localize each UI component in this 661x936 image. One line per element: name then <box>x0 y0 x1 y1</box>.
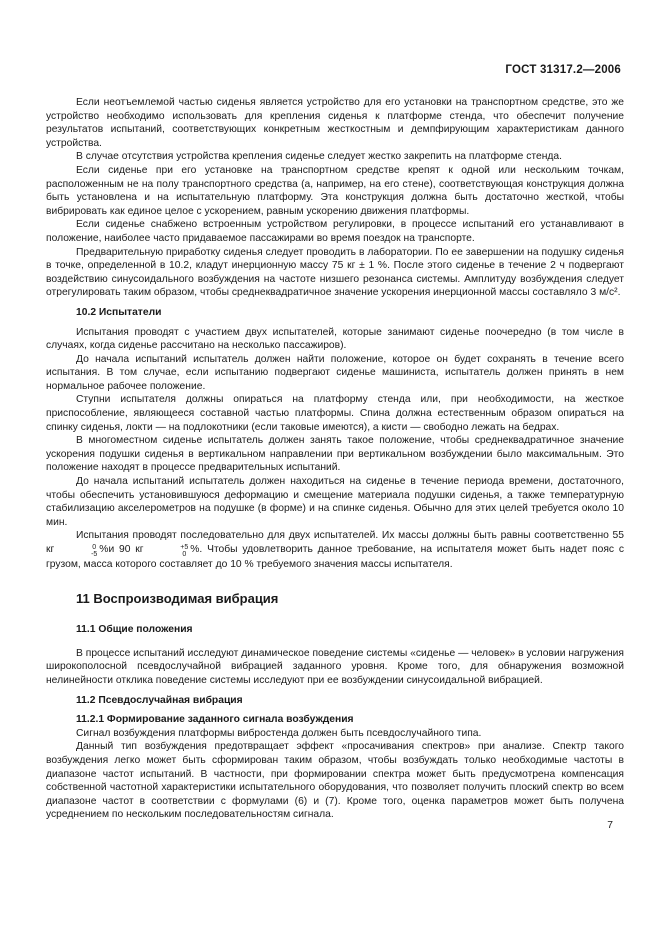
intro-paragraph-4: Если сиденье снабжено встроенным устройством регулировки, в процессе испытаний его устанавливают в положение, наиболее часто придаваемое пассажирами во время поездок на транспорте. <box>46 219 624 244</box>
testers-paragraph-5: До начала испытаний испытатель должен находиться на сиденье в течение периода времени, достаточного, чтобы обеспечить установившуюся деформацию и смещение материала подушки сиденья, а также температурную стабилизацию акселерометров на подушке (в форме) и на спинке сиденья. Обычно для этих целей требуется около 10 мин. <box>46 476 624 528</box>
excitation-signal-paragraph-1: Сигнал возбуждения платформы вибростенда должен быть псевдослучайного типа. <box>76 727 482 739</box>
document-code-header: ГОСТ 31317.2—2006 <box>505 64 621 76</box>
section-11-1-heading: 11.1 Общие положения <box>76 624 193 636</box>
mass-lead-text: Испытания проводят последовательно для двух испытателей. Их массы должны быть равны соответственно 55 кг <box>46 530 624 555</box>
tolerance-90kg-lower: 0 <box>182 551 187 558</box>
section-11-2-1-heading: 11.2.1 Формирование заданного сигнала возбуждения <box>76 714 354 726</box>
testers-paragraph-2: До начала испытаний испытатель должен найти положение, которое он будет сохранять в течение всего испытания. В том случае, если испытанию подвергают сиденье машиниста, испытатель должен принять в нем нормальное рабочее положение. <box>46 353 624 392</box>
intro-paragraph-1: Если неотъемлемой частью сиденья является устройство для его установки на транспортном средстве, это же устройство необходимо использовать для крепления сиденья к платформе стенда, что обеспечит получение результатов испытаний, соответствующих конкретным жесткостным и демпфирующим характеристикам данного устройства. <box>46 97 624 149</box>
tolerance-55kg <box>61 544 97 558</box>
mass-tail-text: %. Чтобы удовлетворить данное требование, на испытателя может быть надет пояс с грузом, масса которого составляет до 10 % требуемого значения массы испытателя. <box>46 544 625 570</box>
intro-paragraph-5: Предварительную приработку сиденья следует проводить в лаборатории. По ее завершении на подушку сиденья в точке, определенной в 10.2, кладут инерционную массу 75 кг ± 1 %. После этого сиденье в течение 2 ч подвергают воздействию синусоидального возбуждения на частоте низшего резонанса системы. Амплитуду возбуждения следует отрегулировать таким образом, чтобы среднеквадратичное значение ускорения инерционной массы составляло 3 м/с². <box>46 246 624 299</box>
intro-paragraph-2: В случае отсутствия устройства крепления сиденье следует жестко закрепить на платформе стенда. <box>76 151 563 163</box>
tolerance-55kg-lower: -5 <box>91 551 98 558</box>
general-provisions-paragraph: В процессе испытаний исследуют динамическое поведение системы «сиденье — человек» в условии нагружения широкополосной псевдослучайной вибрацией заданного уровня. Кроме того, для обнаружения возможной нелинейности отклика поведение системы исследуют при ее возбуждении синусоидальной вибрацией. <box>46 647 624 686</box>
mass-mid-text: %и 90 кг <box>99 544 144 555</box>
tolerance-55kg-upper: 0 <box>92 544 97 551</box>
testers-paragraph-4: В многоместном сиденье испытатель должен занять такое положение, чтобы среднеквадратичное значение ускорения подушки сиденья в вертикальном направлении при вертикальном возбуждении было максимальным. Это положение находят в процессе предварительных испытаний. <box>46 435 624 474</box>
excitation-signal-paragraph-2: Данный тип возбуждения предотвращает эффект «просачивания спектров» при анализе. Спектр такого возбуждения легко может быть сформирован таким образом, чтобы возбуждать только необходимые частоты в диапазоне частот испытаний. В частности, при формировании спектра может быть предусмотрена компенсация собственной частотной характеристики испытательного оборудования, что позволяет получить плоский спектр во всем диапазоне частот в соответствии с формулами (6) и (7). Кроме того, оценка параметров может быть получена усреднением по нескольким последовательностям сигнала. <box>46 741 624 821</box>
tolerance-90kg <box>150 544 188 558</box>
page-number: 7 <box>607 820 613 831</box>
section-10-2-heading: 10.2 Испытатели <box>76 306 162 318</box>
intro-paragraph-3: Если сиденье при его установке на транспортном средстве крепят к одной или нескольким точкам, расположенным не на полу транспортного средства (а, например, на его стене), соответствующая конструкция должна быть установлена и на испытательную платформу. Эта конструкция должна быть достаточно жесткой, чтобы вибрировать как единое целое с ускорением, равным ускорению движения платформы. <box>46 164 624 217</box>
tolerance-90kg-upper: +5 <box>180 544 189 551</box>
section-11-2-heading: 11.2 Псевдослучайная вибрация <box>76 694 243 706</box>
tester-mass-paragraph <box>46 529 624 571</box>
testers-paragraph-3: Ступни испытателя должны опираться на платформу стенда или, при необходимости, на жесткое приспособление, являющееся составной частью платформы. Спина должна естественным образом опираться на спинку сиденья, локти — на подлокотники (если таковые имеются), а кисти — свободно лежать на бедрах. <box>46 394 624 433</box>
testers-paragraph-1: Испытания проводят с участием двух испытателей, которые занимают сиденье поочередно (в том числе в случаях, когда сиденье рассчитано на несколько пассажиров). <box>46 326 624 352</box>
section-11-heading: 11 Воспроизводимая вибрация <box>76 590 279 606</box>
page-body <box>46 60 624 822</box>
